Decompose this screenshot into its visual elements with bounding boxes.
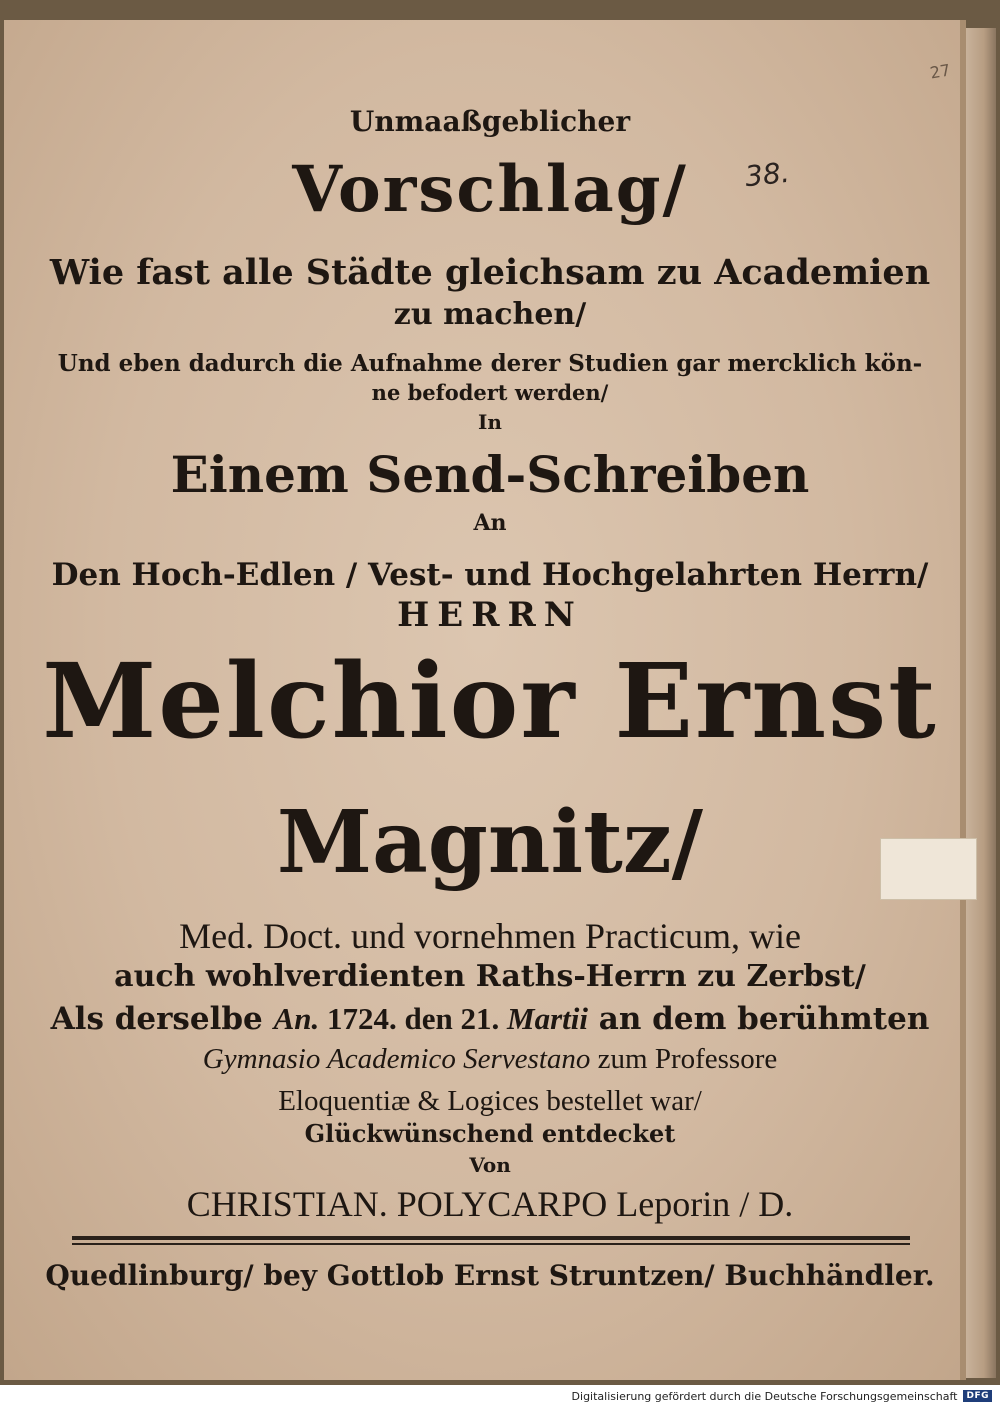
line16-part-b: An. (273, 1001, 320, 1036)
title-line-15: auch wohlverdienten Raths-Herrn zu Zerbst/ (114, 959, 866, 994)
line17-part-b: zum Professore (590, 1043, 778, 1075)
name-line-1: Melchior Ernst (42, 641, 938, 762)
line16-part-c: 1724. den 21. (319, 1001, 507, 1036)
title-line-18: Eloquentiæ & Logices bestellet war/ (278, 1085, 702, 1117)
title-main-word: Vorschlag/ (292, 152, 688, 227)
digitization-footer (572, 1387, 992, 1405)
title-line-3: Wie fast alle Städte gleichsam zu Academien (49, 252, 931, 293)
title-line-5: Und eben dadurch die Aufnahme derer Studien gar mercklich kön- (57, 350, 923, 377)
imprint-rule-thin (72, 1243, 910, 1245)
line17-part-a: Gymnasio Academico Servestano (202, 1043, 591, 1075)
handwritten-note: 38. (743, 155, 792, 194)
line16-part-e: an dem berühmten (587, 1001, 930, 1037)
corner-pencil-mark: 27 (928, 60, 952, 83)
footer-text: Digitalisierung gefördert durch die Deutsche Forschungsgemeinschaft (571, 1389, 958, 1403)
title-line-20: Von (469, 1153, 511, 1177)
title-line-7: In (478, 410, 502, 434)
line16-part-d: Martii (507, 1001, 588, 1036)
author-line: CHRISTIAN. POLYCARPO Leporin / D. (186, 1184, 794, 1224)
herrn-line: HERRN (397, 595, 583, 635)
imprint-rule-thick (72, 1236, 910, 1240)
name-line-2: Magnitz/ (276, 792, 704, 893)
title-line-9: An (473, 510, 507, 536)
dfg-logo: DFG (963, 1390, 992, 1402)
title-line-8: Einem Send-Schreiben (170, 445, 810, 504)
title-line-4: zu machen/ (393, 297, 587, 332)
addressee-line: Den Hoch-Edlen / Vest- und Hochgelahrten Herrn/ (51, 557, 929, 593)
title-line-16 (40, 1003, 940, 1035)
title-line-17 (40, 1045, 940, 1074)
page-edge (966, 28, 996, 1378)
title-line-1: Unmaaßgeblicher (349, 105, 631, 138)
line16-part-a: Als derselbe (50, 1001, 274, 1037)
title-line-19: Glückwünschend entdecket (304, 1119, 676, 1148)
imprint-line: Quedlinburg/ bey Gottlob Ernst Struntzen/ Buchhändler. (45, 1259, 935, 1292)
title-line-14: Med. Doct. und vornehmen Practicum, wie (179, 916, 801, 956)
title-line-6: ne befodert werden/ (371, 380, 609, 405)
